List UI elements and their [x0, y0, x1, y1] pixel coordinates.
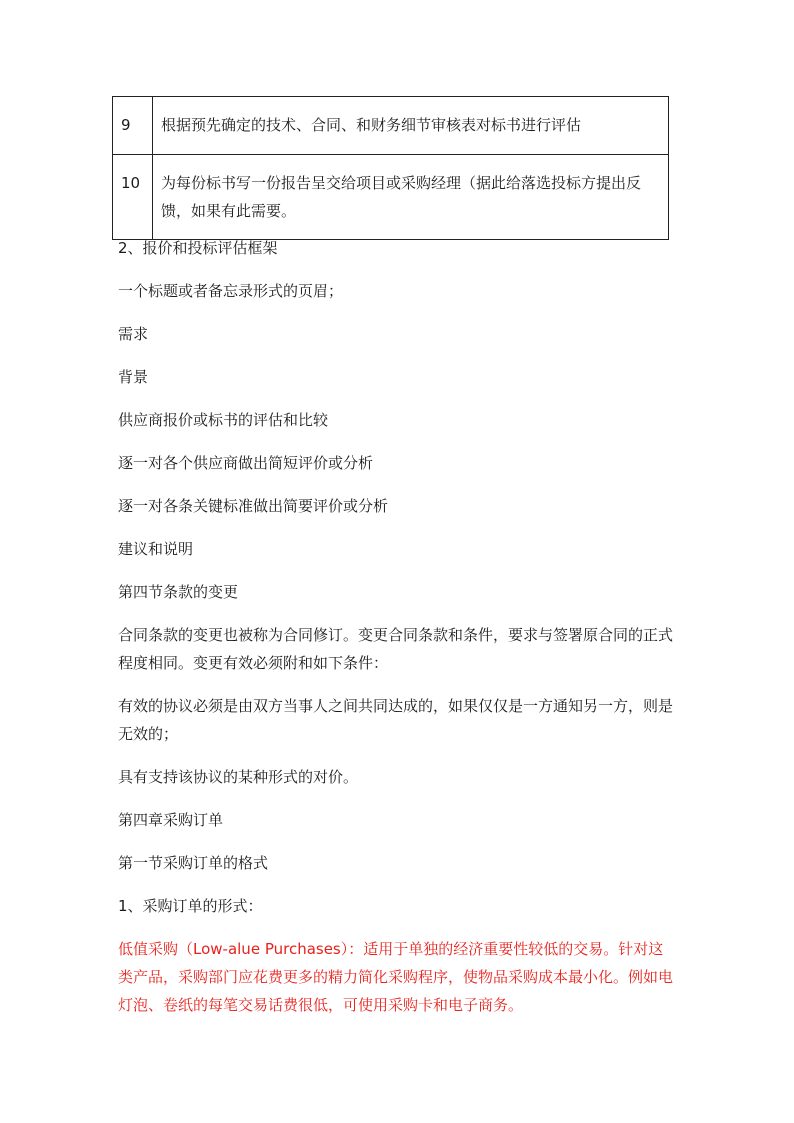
list-item: 需求: [118, 325, 149, 343]
section-heading: 2、报价和投标评估框架: [118, 239, 278, 257]
list-item: 背景: [118, 368, 149, 386]
steps-table: [112, 96, 669, 240]
section-heading: 第四节条款的变更: [118, 583, 239, 601]
table-row: [113, 97, 669, 155]
step-text: 为每份标书写一份报告呈交给项目或采购经理（据此给落选投标方提出反馈，如果有此需要。: [153, 155, 669, 240]
list-item: 供应商报价或标书的评估和比较: [118, 411, 329, 429]
body-paragraph: 具有支持该协议的某种形式的对价。: [118, 768, 359, 786]
body-paragraph: 合同条款的变更也被称为合同修订。变更合同条款和条件，要求与签署原合同的正式程度相同。变更有效必须附和如下条件：: [118, 626, 674, 672]
chapter-heading: 第四章采购订单: [118, 811, 224, 829]
step-text: 根据预先确定的技术、合同、和财务细节审核表对标书进行评估: [153, 97, 669, 155]
highlighted-paragraph: 低值采购（Low-alue Purchases）：适用于单独的经济重要性较低的交易。针对这类产品，采购部门应花费更多的精力简化采购程序，使物品采购成本最小化。例如电灯泡、卷纸的每笔交易话费很低，可使用采购卡和电子商务。: [118, 940, 674, 1014]
list-item: 一个标题或者备忘录形式的页眉；: [118, 282, 344, 300]
section-heading: 1、采购订单的形式：: [118, 897, 263, 915]
body-paragraph: 有效的协议必须是由双方当事人之间共同达成的，如果仅仅是一方通知另一方，则是无效的；: [118, 697, 674, 743]
section-heading: 第一节采购订单的格式: [118, 854, 269, 872]
list-item: 逐一对各个供应商做出简短评价或分析: [118, 454, 374, 472]
step-number: 10: [113, 155, 153, 240]
list-item: 逐一对各条关键标准做出简要评价或分析: [118, 497, 389, 515]
table-row: [113, 155, 669, 240]
list-item: 建议和说明: [118, 540, 194, 558]
step-number: 9: [113, 97, 153, 155]
